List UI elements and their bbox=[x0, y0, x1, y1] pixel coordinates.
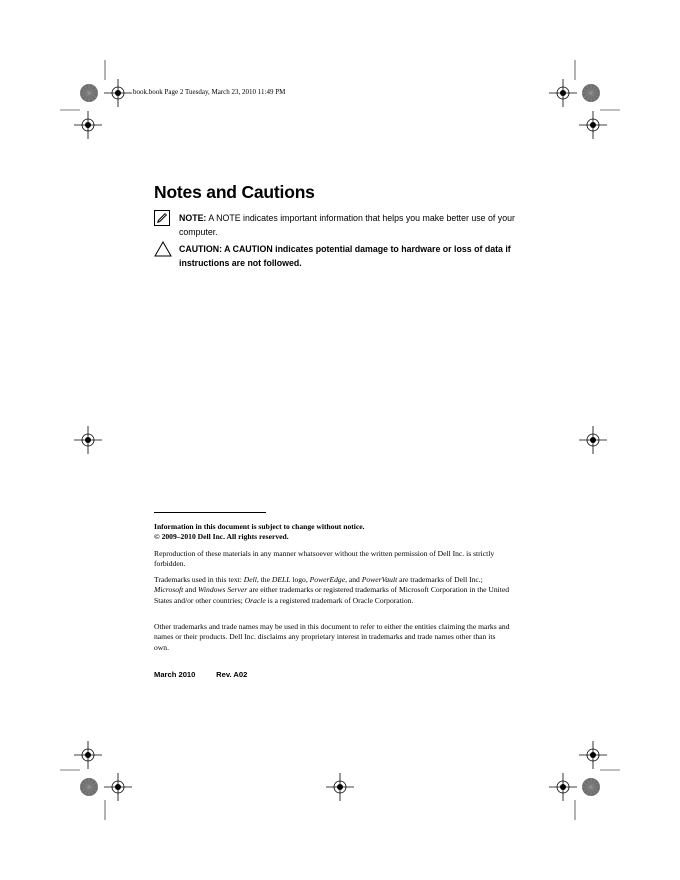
note-label: NOTE: bbox=[179, 213, 207, 223]
registration-target-icon bbox=[326, 773, 354, 801]
revision-line bbox=[154, 670, 247, 679]
tm-text-8: is a registered trademark of Oracle Corporation. bbox=[265, 595, 414, 605]
tm-text-5: are trademarks of Dell Inc.; bbox=[397, 575, 483, 584]
page-title: Notes and Cautions bbox=[154, 182, 315, 202]
tm-powervault: PowerVault bbox=[361, 575, 398, 584]
tm-windows-server: Windows Server bbox=[198, 585, 248, 595]
note-paragraph bbox=[179, 212, 519, 239]
registration-disc-icon bbox=[582, 778, 600, 796]
footnote-divider bbox=[154, 512, 266, 513]
caution-paragraph bbox=[179, 243, 519, 270]
registration-target-icon bbox=[104, 773, 132, 801]
registration-target-icon bbox=[74, 426, 102, 454]
caution-label: CAUTION: bbox=[179, 244, 223, 254]
tm-dell: Dell bbox=[243, 575, 257, 584]
tm-microsoft: Microsoft bbox=[154, 585, 184, 595]
change-notice bbox=[154, 522, 512, 543]
registration-target-icon bbox=[74, 741, 102, 769]
tm-dell-logo: DELL bbox=[271, 575, 291, 584]
registration-target-icon bbox=[579, 111, 607, 139]
trademark-text bbox=[154, 575, 512, 606]
change-notice-line: Information in this document is subject to change without notice. bbox=[154, 522, 365, 531]
note-text: A NOTE indicates important information that helps you make better use of your computer. bbox=[179, 213, 515, 237]
tm-text-7: are either trademarks or registered trademarks of Microsoft Corporation in the United States and/or other countries; bbox=[154, 585, 510, 605]
tm-text-4: , and bbox=[345, 575, 362, 584]
registration-target-icon bbox=[579, 741, 607, 769]
tm-oracle: Oracle bbox=[244, 595, 266, 605]
tm-poweredge: PowerEdge bbox=[309, 575, 346, 584]
tm-text-1: Trademarks used in this text: bbox=[154, 575, 244, 584]
registration-disc-icon bbox=[80, 84, 98, 102]
registration-disc-icon bbox=[582, 84, 600, 102]
registration-target-icon bbox=[74, 111, 102, 139]
reproduction-text: Reproduction of these materials in any manner whatsoever without the written permission of Dell Inc. is strictly forbidden. bbox=[154, 549, 495, 569]
other-trademarks-text: Other trademarks and trade names may be used in this document to refer to either the entities claiming the marks and names or their products. Dell Inc. disclaims any proprietary interest in trademarks and trade names other than its own. bbox=[154, 622, 510, 652]
caution-triangle-icon bbox=[154, 241, 172, 257]
copyright-line: © 2009–2010 Dell Inc. All rights reserved. bbox=[154, 532, 289, 542]
tm-text-3: logo, bbox=[290, 575, 310, 584]
caution-text: A CAUTION indicates potential damage to hardware or loss of data if instructions are not followed. bbox=[179, 244, 511, 268]
publication-date: March 2010 bbox=[154, 670, 196, 679]
print-slug-line: book.book Page 2 Tuesday, March 23, 2010 11:49 PM bbox=[133, 88, 286, 96]
registration-target-icon bbox=[549, 773, 577, 801]
registration-target-icon bbox=[579, 426, 607, 454]
reproduction-notice bbox=[154, 549, 512, 570]
revision-number: Rev. A02 bbox=[216, 670, 248, 679]
other-trademarks-notice bbox=[154, 622, 512, 653]
registration-target-icon bbox=[104, 79, 132, 107]
registration-target-icon bbox=[549, 79, 577, 107]
note-pencil-icon bbox=[154, 210, 170, 226]
tm-text-6: and bbox=[183, 585, 199, 595]
trademark-notice bbox=[154, 575, 512, 606]
registration-disc-icon bbox=[80, 778, 98, 796]
tm-text-2: , the bbox=[256, 575, 272, 584]
